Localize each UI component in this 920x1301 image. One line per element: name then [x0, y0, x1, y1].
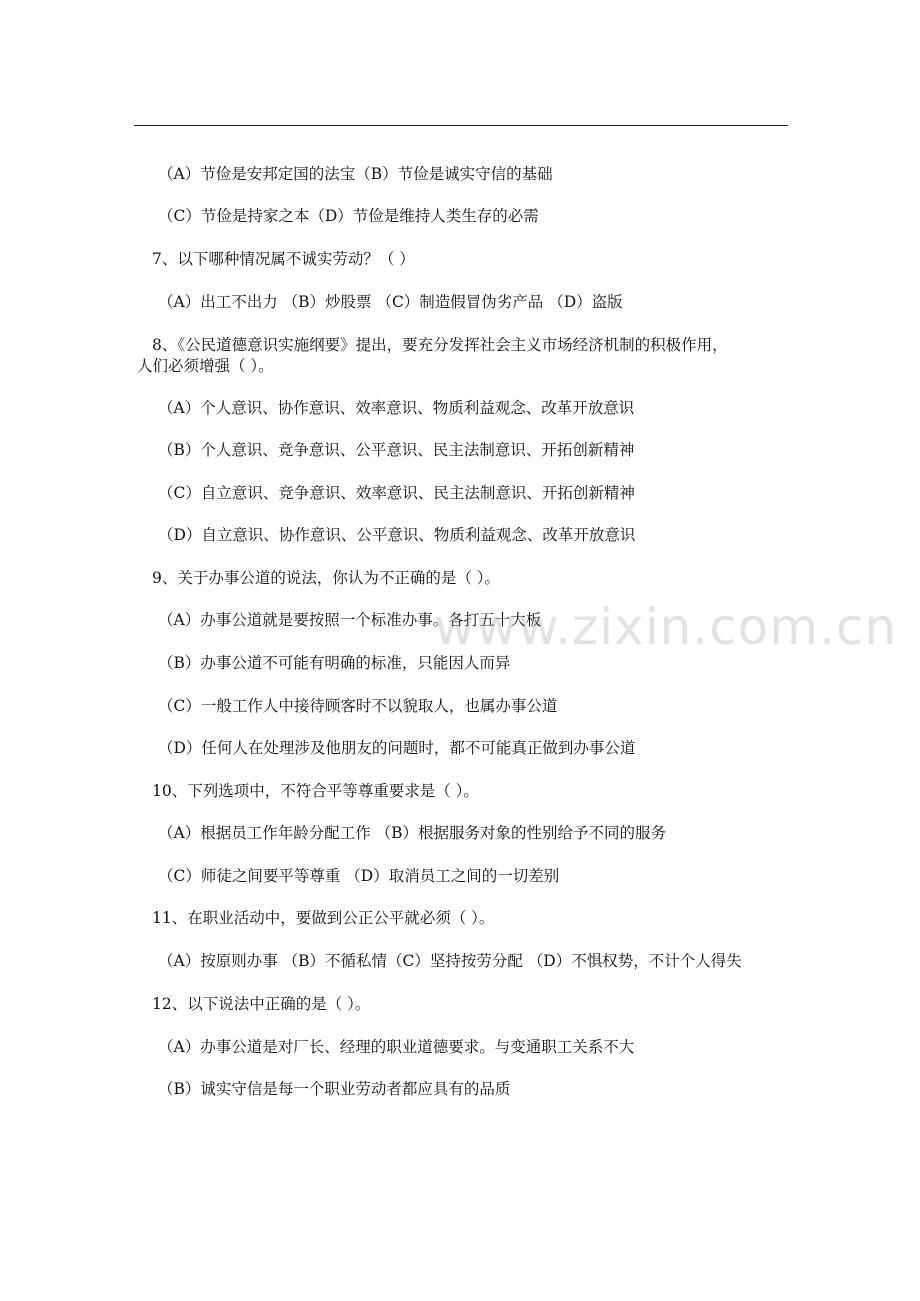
option-line: （A）出工不出力 （B）炒股票 （C）制造假冒伪劣产品 （D）盗版: [158, 293, 623, 311]
option-line: （C）一般工作人中接待顾客时不以貌取人，也属办事公道: [158, 697, 558, 715]
option-line: （A）办事公道是对厂长、经理的职业道德要求。与变通职工关系不大: [158, 1038, 635, 1056]
option-line: （B）诚实守信是每一个职业劳动者都应具有的品质: [158, 1080, 511, 1098]
option-line: （D）任何人在处理涉及他朋友的问题时，都不可能真正做到办事公道: [158, 739, 636, 757]
option-line: （A）节俭是安邦定国的法宝（B）节俭是诚实守信的基础: [158, 165, 553, 183]
option-line: （A）按原则办事 （B）不循私情（C）坚持按劳分配 （D）不惧权势，不计个人得失: [158, 952, 742, 970]
option-line: （A）根据员工作年龄分配工作 （B）根据服务对象的性别给予不同的服务: [158, 824, 667, 842]
question-10: 10、下列选项中，不符合平等尊重要求是（ ）。: [152, 782, 479, 800]
option-line: （B）办事公道不可能有明确的标准，只能因人而异: [158, 654, 511, 672]
option-line: （A）办事公道就是要按照一个标准办事。各打五十大板: [158, 611, 542, 629]
header-rule: [134, 125, 788, 126]
question-11: 11、在职业活动中，要做到公正公平就必须（ ）。: [152, 909, 495, 927]
option-line: （D）自立意识、协作意识、公平意识、物质利益观念、改革开放意识: [158, 526, 636, 544]
question-9: 9、关于办事公道的说法，你认为不正确的是（ ）。: [152, 569, 501, 587]
option-line: （C）自立意识、竞争意识、效率意识、民主法制意识、开拓创新精神: [158, 484, 635, 502]
question-7: 7、以下哪种情况属不诚实劳动？（ ）: [152, 250, 415, 268]
option-line: （B）个人意识、竞争意识、公平意识、民主法制意识、开拓创新精神: [158, 441, 635, 459]
question-8-continued: 人们必须增强（ ）。: [137, 357, 274, 375]
question-8: 8、《公民道德意识实施纲要》提出，要充分发挥社会主义市场经济机制的积极作用，: [152, 336, 728, 354]
option-line: （C）节俭是持家之本（D）节俭是维持人类生存的必需: [158, 207, 539, 225]
watermark: www.zixin.com.cn: [434, 598, 898, 656]
option-line: （C）师徒之间要平等尊重 （D）取消员工之间的一切差别: [158, 867, 560, 885]
question-12: 12、以下说法中正确的是（ ）。: [152, 995, 371, 1013]
option-line: （A）个人意识、协作意识、效率意识、物质利益观念、改革开放意识: [158, 399, 635, 417]
